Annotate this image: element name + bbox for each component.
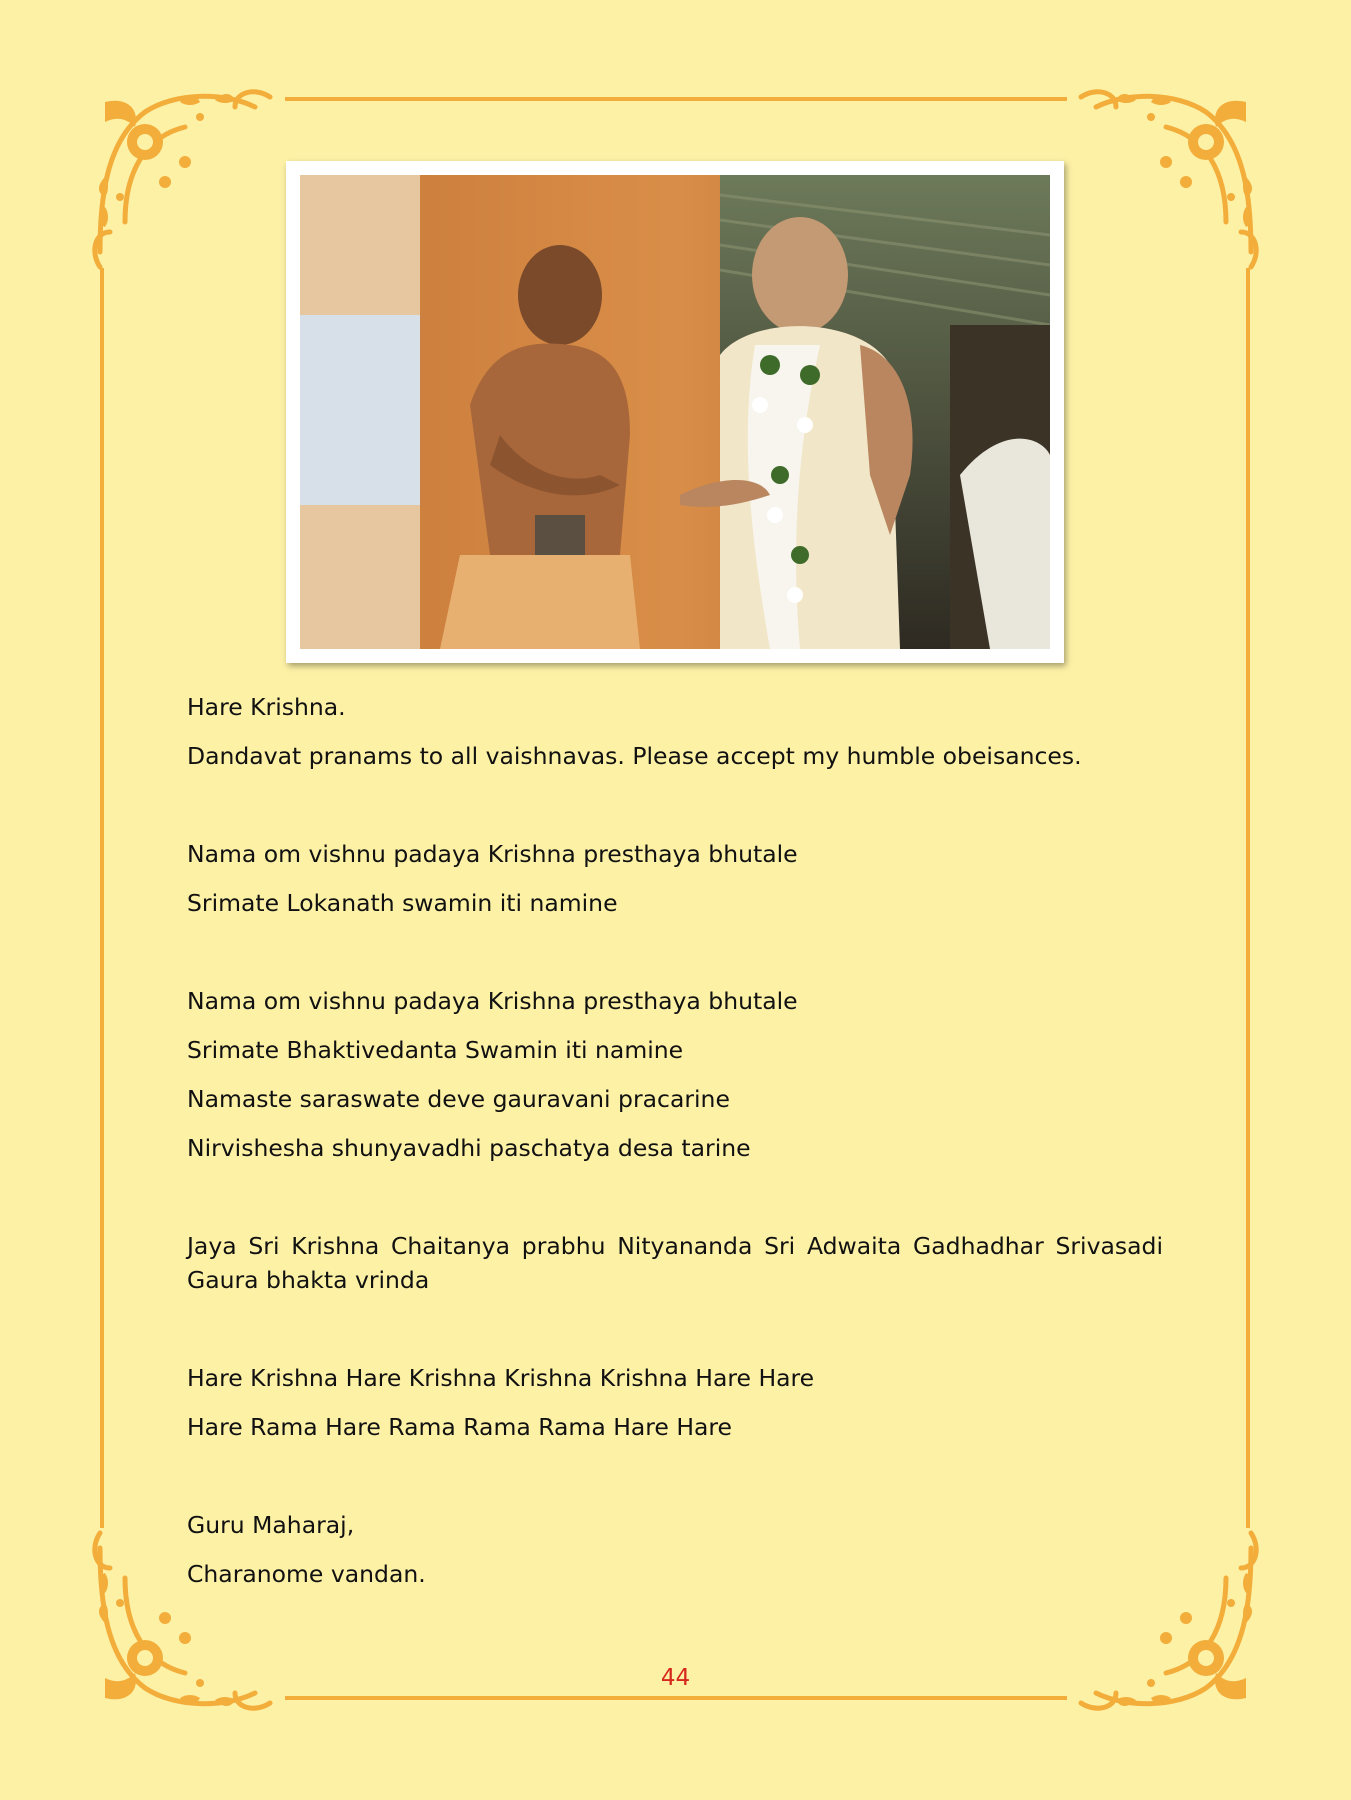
maha-mantra-line: Hare Krishna Hare Krishna Krishna Krishna Hare Hare <box>187 1364 815 1392</box>
photo-frame <box>286 161 1064 663</box>
obeisance-line: Dandavat pranams to all vaishnavas. Please accept my humble obeisances. <box>187 742 1082 770</box>
prayer-line: Nama om vishnu padaya Krishna presthaya bhutale <box>187 987 798 1015</box>
photograph <box>300 175 1050 649</box>
border-line-bottom <box>285 1696 1067 1700</box>
corner-ornament-top-right <box>1066 82 1266 282</box>
maha-mantra-line: Hare Rama Hare Rama Rama Rama Hare Hare <box>187 1413 733 1441</box>
border-line-left <box>100 268 104 1528</box>
page-number: 44 <box>660 1665 691 1691</box>
letter-text <box>187 690 1163 1591</box>
prayer-line: Nirvishesha shunyavadhi paschatya desa tarine <box>187 1134 751 1162</box>
salutation-line: Guru Maharaj, <box>187 1511 355 1539</box>
prayer-line: Namaste saraswate deve gauravani pracarine <box>187 1085 730 1113</box>
prayer-line: Srimate Bhaktivedanta Swamin iti namine <box>187 1036 684 1064</box>
closing-line: Charanome vandan. <box>187 1560 426 1588</box>
border-line-right <box>1246 268 1250 1528</box>
greeting-line: Hare Krishna. <box>187 693 346 721</box>
pancha-tattva-mantra: Jaya Sri Krishna Chaitanya prabhu Nityananda Sri Adwaita Gadhadhar Srivasadi Gaura bhakta vrinda <box>187 1232 1163 1294</box>
prayer-line: Nama om vishnu padaya Krishna presthaya bhutale <box>187 840 798 868</box>
prayer-line: Srimate Lokanath swamin iti namine <box>187 889 618 917</box>
border-line-top <box>285 97 1067 101</box>
corner-ornament-top-left <box>85 82 285 282</box>
